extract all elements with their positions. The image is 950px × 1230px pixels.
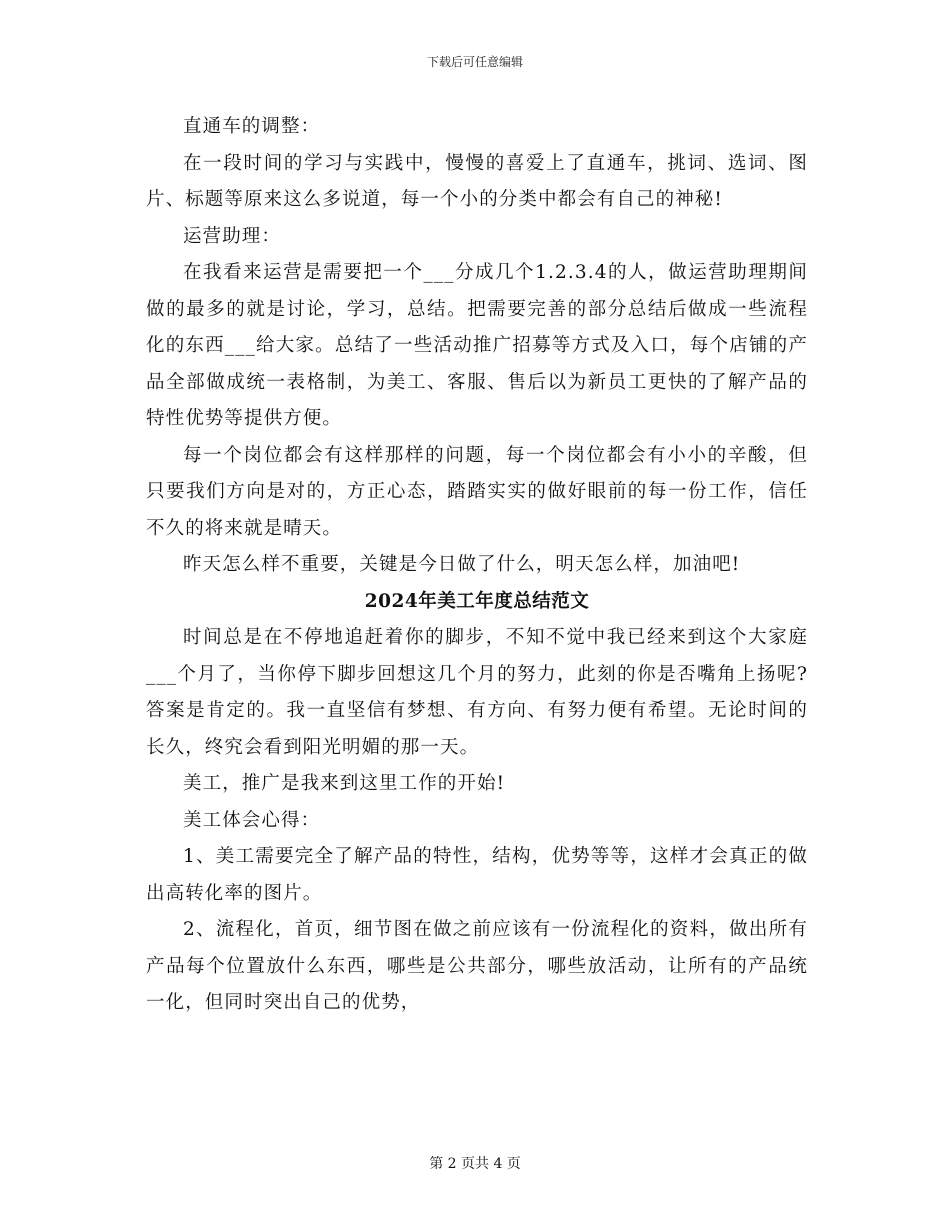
- paragraph: 时间总是在不停地追赶着你的脚步，不知不觉中我已经来到这个大家庭___个月了，当你停下脚步回想这几个月的努力，此刻的你是否嘴角上扬呢?答案是肯定的。我一直坚信有梦想、有方向、有努力便有希望。无论时间的长久，终究会看到阳光明媚的那一天。: [146, 627, 808, 758]
- paragraph: 2、流程化，首页，细节图在做之前应该有一份流程化的资料，做出所有产品每个位置放什么东西，哪些是公共部分，哪些放活动，让所有的产品统一化，但同时突出自己的优势，: [146, 919, 808, 1013]
- paragraph: 在一段时间的学习与实践中，慢慢的喜爱上了直通车，挑词、选词、图片、标题等原来这么多说道，每一个小的分类中都会有自己的神秘!: [146, 152, 808, 210]
- paragraph: 昨天怎么样不重要，关键是今日做了什么，明天怎么样，加油吧!: [183, 554, 741, 575]
- document-body: [146, 109, 808, 1022]
- paragraph: 直通车的调整：: [183, 116, 321, 137]
- page-number: 第 2 页共 4 页: [429, 1156, 521, 1172]
- paragraph: 美工体会心得：: [183, 809, 321, 831]
- paragraph: 1、美工需要完全了解产品的特性，结构，优势等等，这样才会真正的做出高转化率的图片。: [146, 846, 808, 904]
- page-header: 下载后可任意编辑: [426, 55, 523, 69]
- paragraph: 美工，推广是我来到这里工作的开始!: [183, 773, 506, 794]
- paragraph: 每一个岗位都会有这样那样的问题，每一个岗位都会有小小的辛酸，但只要我们方向是对的，方正心态，踏踏实实的做好眼前的每一份工作，信任不久的将来就是晴天。: [146, 444, 808, 539]
- section-title: 2024年美工年度总结范文: [364, 590, 590, 612]
- paragraph: 在我看来运营是需要把一个___分成几个1.2.3.4的人，做运营助理期间做的最多的就是讨论，学习，总结。把需要完善的部分总结后做成一些流程化的东西___给大家。总结了一些活动推广招募等方式及入口，每个店铺的产品全部做成统一表格制，为美工、客服、售后以为新员工更快的了解产品的特性优势等提供方便。: [146, 262, 808, 429]
- paragraph: 运营助理：: [183, 225, 282, 247]
